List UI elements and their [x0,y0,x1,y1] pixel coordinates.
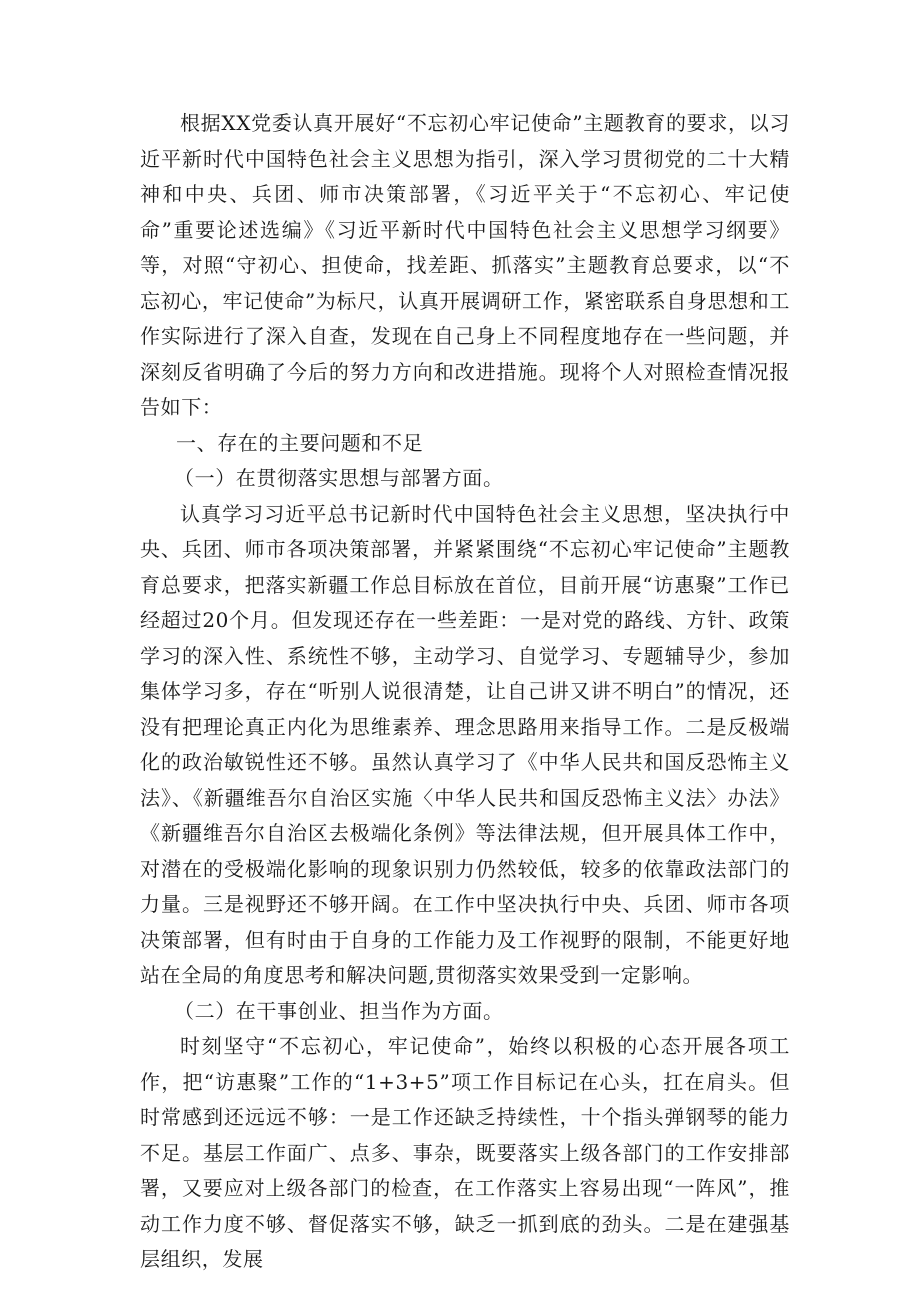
document-body [140,106,790,1278]
subsection-heading-1: （一）在贯彻落实思想与部署方面。 [174,466,504,490]
body-paragraph-1: 认真学习习近平总书记新时代中国特色社会主义思想，坚决执行中央、兵团、师市各项决策部署，并紧紧围绕“不忘初心牢记使命”主题教育总要求，把落实新疆工作总目标放在首位，目前开展“访惠聚”工作已经超过20个月。但发现还存在一些差距：一是对党的路线、方针、政策学习的深入性、系统性不够，主动学习、自觉学习、专题辅导少，参加集体学习多，存在“听别人说很清楚，让自己讲又讲不明白”的情况，还没有把理论真正内化为思维素养、理念思路用来指导工作。二是反极端化的政治敏锐性还不够。虽然认真学习了《中华人民共和国反恐怖主义法》、《新疆维吾尔自治区实施〈中华人民共和国反恐怖主义法〉办法》《新疆维吾尔自治区去极端化条例》等法律法规，但开展具体工作中，对潜在的受极端化影响的现象识别力仍然较低，较多的依靠政法部门的力量。三是视野还不够开阔。在工作中坚决执行中央、兵团、师市各项决策部署，但有时由于自身的工作能力及工作视野的限制，不能更好地站在全局的角度思考和解决问题,贯彻落实效果受到一定影响。 [140,501,790,987]
subsection-heading-2: （二）在干事创业、担当作为方面。 [174,998,504,1023]
intro-paragraph: 根据XX党委认真开展好“不忘初心牢记使命”主题教育的要求，以习近平新时代中国特色社会主义思想为指引，深入学习贯彻党的二十大精神和中央、兵团、师市决策部署，《习近平关于“不忘初心、牢记使命”重要论述选编》《习近平新时代中国特色社会主义思想学习纲要》等，对照“守初心、担使命，找差距、抓落实”主题教育总要求，以“不忘初心，牢记使命”为标尺，认真开展调研工作，紧密联系自身思想和工作实际进行了深入自查，发现在自己身上不同程度地存在一些问题，并深刻反省明确了今后的努力方向和改进措施。现将个人对照检查情况报告如下： [140,111,790,419]
body-paragraph-2: 时刻坚守“不忘初心，牢记使命”，始终以积极的心态开展各项工作，把“访惠聚”工作的“1+3+5”项工作目标记在心头，扛在肩头。但时常感到还远远不够：一是工作还缺乏持续性，十个指头弹钢琴的能力不足。基层工作面广、点多、事杂，既要落实上级各部门的工作安排部署，又要应对上级各部门的检查，在工作落实上容易出现“一阵风”，推动工作力度不够、督促落实不够，缺乏一抓到底的劲头。二是在建强基层组织，发展 [140,1034,790,1271]
section-heading: 一、存在的主要问题和不足 [176,430,424,455]
